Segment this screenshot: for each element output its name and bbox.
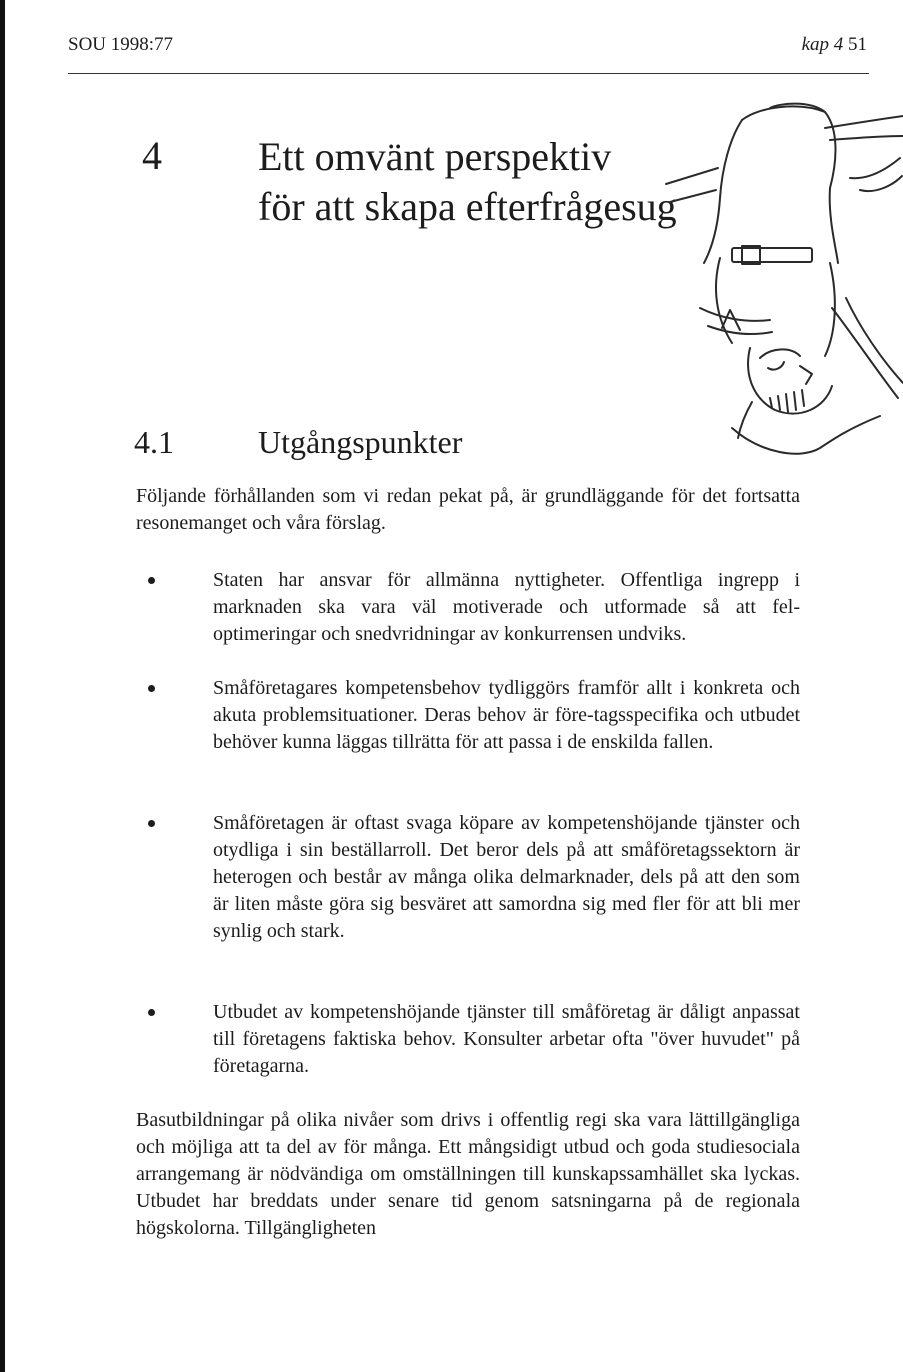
- bullet-item-2: [136, 675, 800, 756]
- bullet-item-4: [136, 999, 800, 1080]
- header-rule: [68, 73, 869, 74]
- bullet-text: Staten har ansvar för allmänna nyttigheter. Offentliga ingrepp i marknaden ska vara väl motiverade och utformade så att fel-optimeringar och snedvridningar av konkurrensen undviks.: [213, 569, 800, 645]
- bullet-dot: [148, 820, 155, 827]
- bullet-text: Småföretagares kompetensbehov tydliggörs framför allt i konkreta och akuta problemsituationer. Deras behov är före-tagsspecifika och utbudet behöver kunna läggas tillrätta för att passa i de enskilda fallen.: [213, 677, 800, 753]
- chapter-title-line2: för att skapa efterfrågesug: [258, 184, 677, 229]
- bullet-text: Småföretagen är oftast svaga köpare av kompetenshöjande tjänster och otydliga i sin beställarroll. Det beror dels på att småföretagssektorn är heterogen och består av många olika delmarknader, dels på att den som är liten måste göra sig besväret att samordna sig med fler för att bli mer synlig och stark.: [213, 812, 800, 942]
- chapter-title: [258, 132, 677, 232]
- running-header-left: SOU 1998:77: [68, 34, 174, 55]
- bullet-dot: [148, 577, 155, 584]
- scan-edge: [0, 0, 5, 1372]
- running-header-right: [802, 34, 867, 56]
- intro-paragraph: Följande förhållanden som vi redan pekat på, är grundläggande för det fortsatta resonemanget och våra förslag.: [136, 485, 800, 534]
- chapter-number: 4: [142, 133, 162, 178]
- upside-down-figure-illustration: [660, 98, 903, 468]
- section-number: 4.1: [134, 424, 174, 460]
- page-number: 51: [848, 34, 867, 55]
- section-title: Utgångspunkter: [258, 424, 463, 460]
- bullet-dot: [148, 1009, 155, 1016]
- chapter-title-line1: Ett omvänt perspektiv: [258, 134, 612, 179]
- bullet-item-1: [136, 567, 800, 648]
- chapter-ref: kap 4: [801, 34, 844, 55]
- closing-paragraph: Basutbildningar på olika nivåer som drivs i offentlig regi ska vara lättillgängliga och möjliga att ta del av för många. Ett mångsidigt utbud och goda studiesociala arrangemang är nödvändiga om omställningen till kunskapssamhället ska lyckas. Utbudet har breddats under senare tid genom satsningarna på de regionala högskolorna. Tillgängligheten: [136, 1109, 800, 1239]
- bullet-dot: [148, 685, 155, 692]
- bullet-text: Utbudet av kompetenshöjande tjänster till småföretag är dåligt anpassat till företagens faktiska behov. Konsulter arbetar ofta "över huvudet" på företagarna.: [213, 1001, 800, 1077]
- bullet-item-3: [136, 810, 800, 945]
